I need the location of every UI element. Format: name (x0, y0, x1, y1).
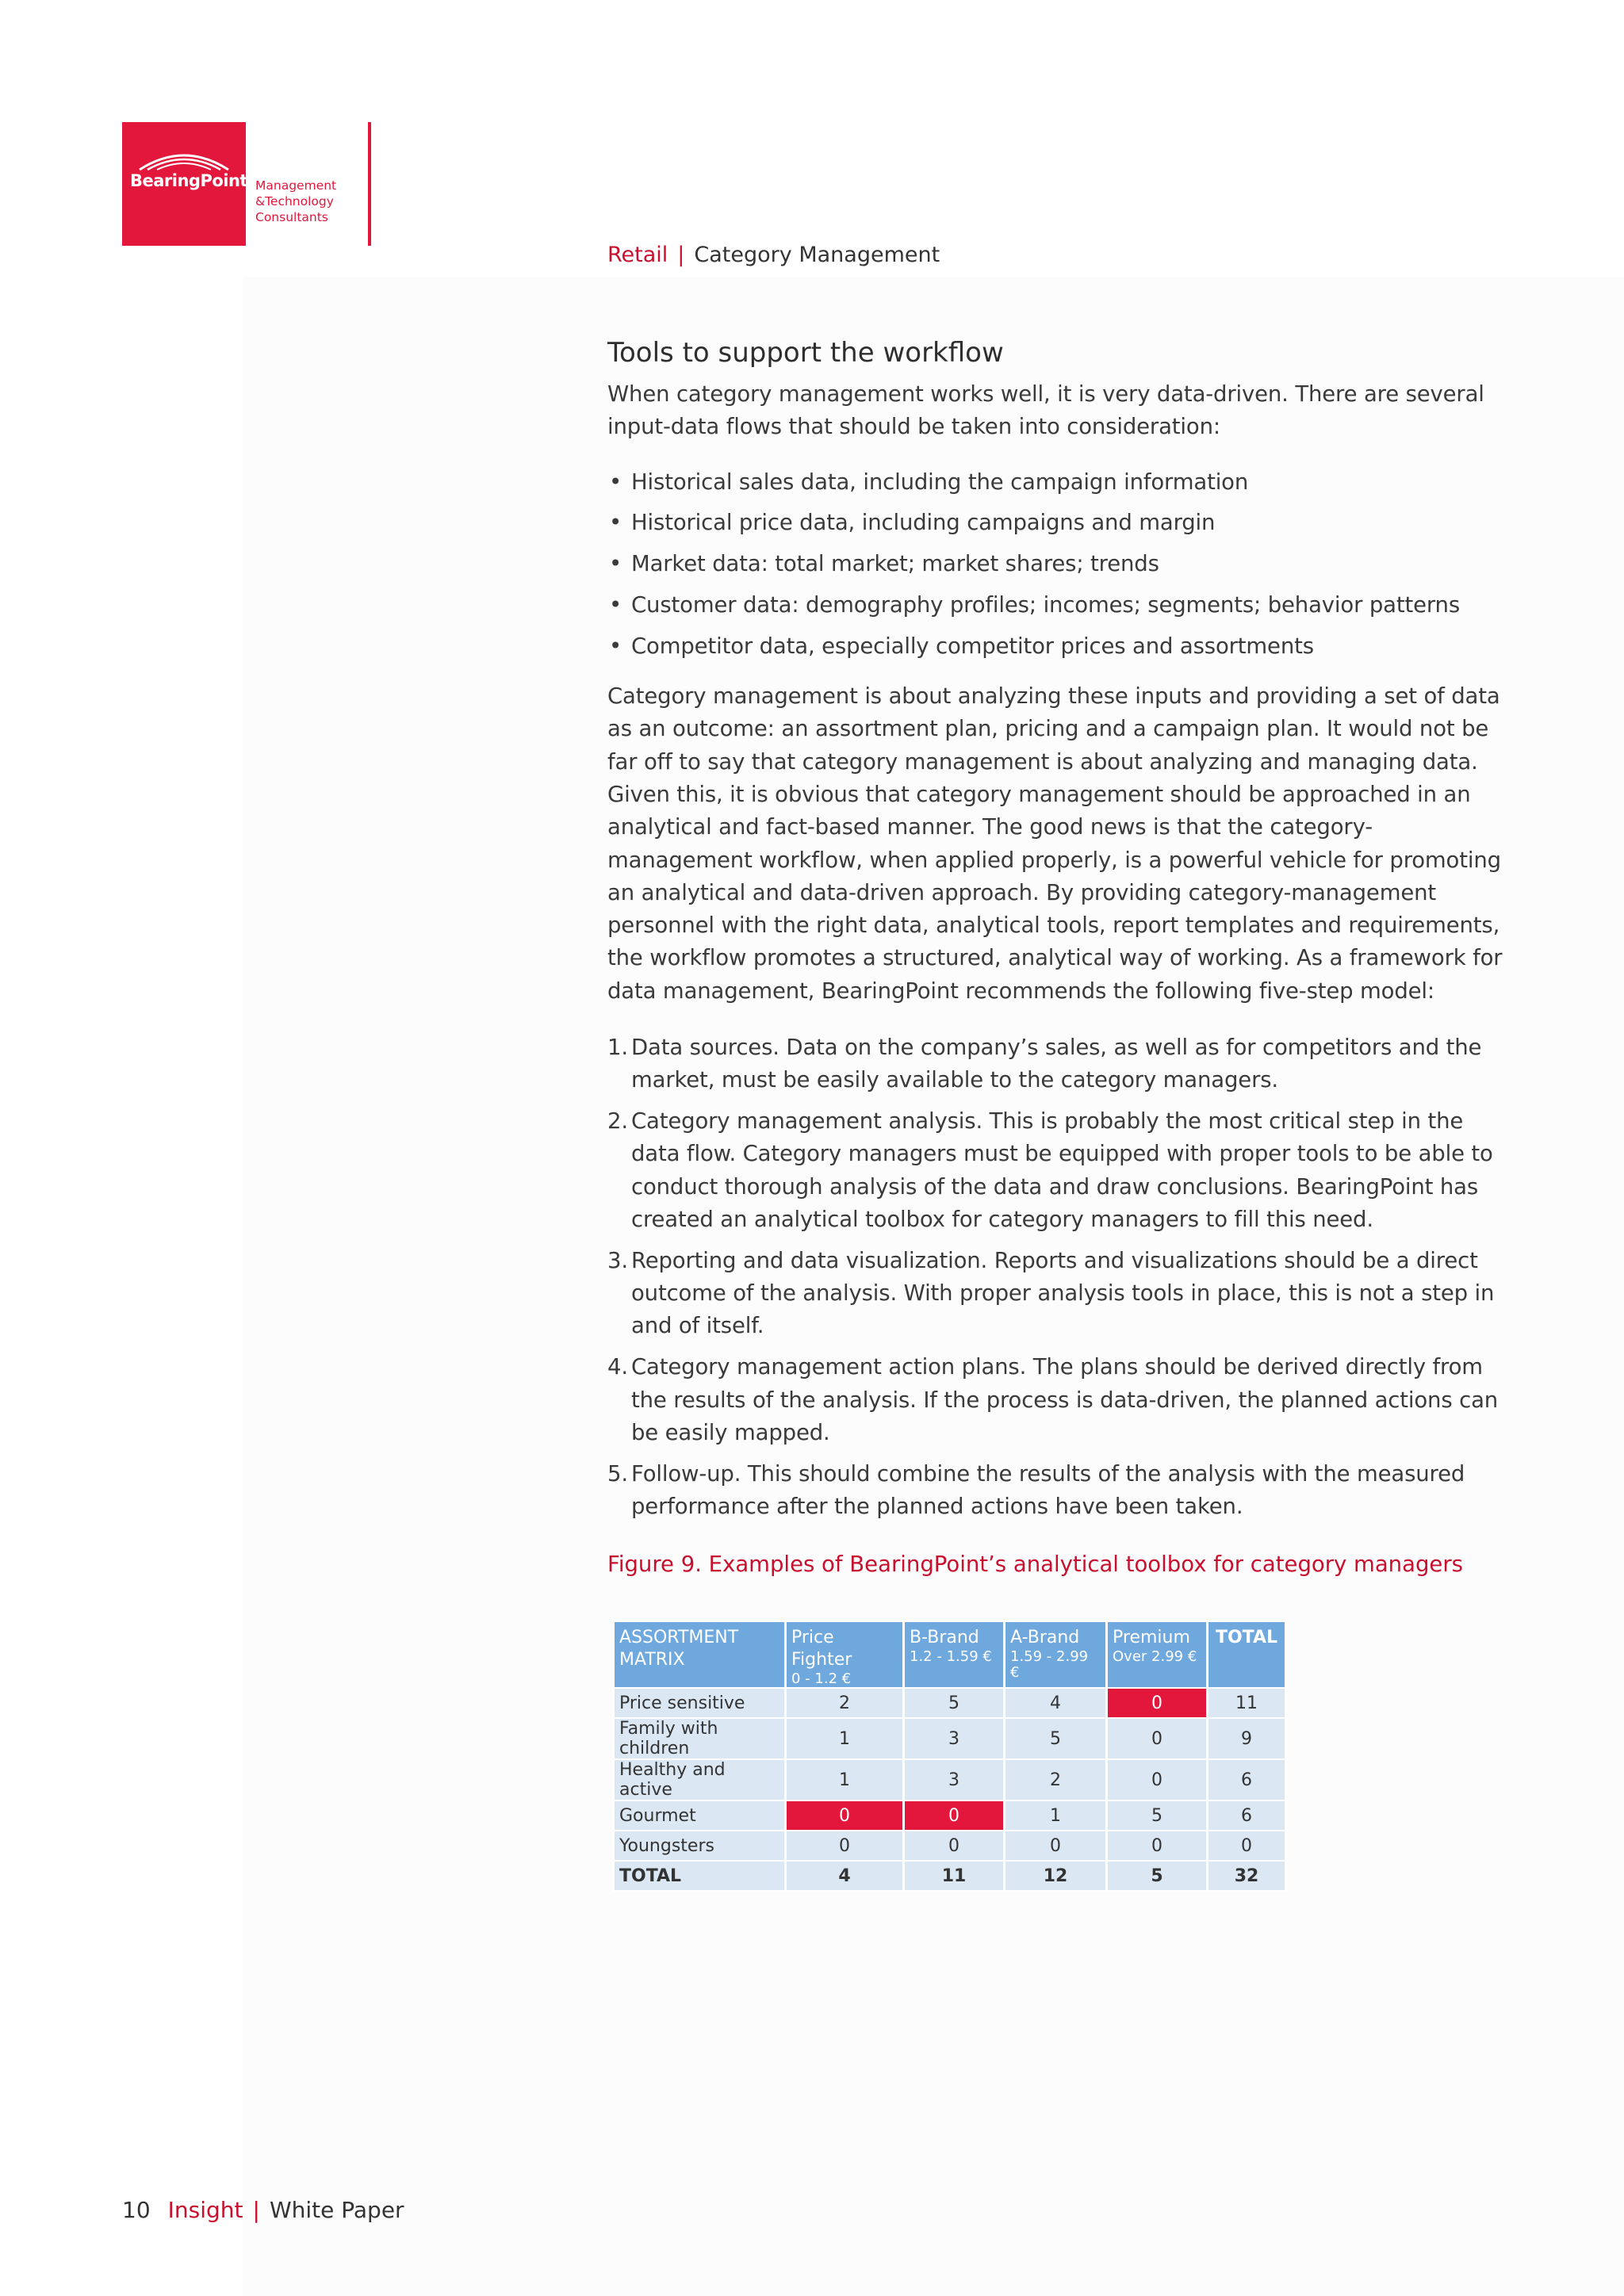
column-range: 0 - 1.2 € (791, 1670, 852, 1687)
table-cell: 5 (1005, 1719, 1105, 1758)
table-cell: 4 (787, 1862, 902, 1890)
row-label: Price sensitive (615, 1689, 784, 1717)
tagline-line: Management (255, 178, 337, 193)
page-number: 10 (122, 2197, 151, 2223)
figure-caption: Figure 9. Examples of BearingPoint’s analytical toolbox for category managers (607, 1552, 1463, 1578)
section-heading: Tools to support the workflow (607, 337, 1004, 369)
body-paragraph: Category management is about analyzing these inputs and providing a set of data as an outcome: an assortment plan, pricing and a campaign plan. It would not be far off to say that category management is about analyzing and managing data. Given this, it is obvious that category management should be approached in an analytical and fact-based manner. The good news is that the category-management workflow, when applied properly, is a powerful vehicle for promoting an analytical and data-driven approach. By providing category-management personnel with the right data, analytical tools, report templates and requirements, the workflow promotes a structured, analytical way of working. As a framework for data management, BearingPoint recommends the following five-step model: (607, 683, 1503, 1004)
highlighted-cell: 0 (787, 1801, 902, 1830)
table-cell: 0 (1005, 1831, 1105, 1860)
table-row (615, 1831, 1285, 1860)
footer-section: Insight (167, 2197, 243, 2223)
list-item: • Competitor data, especially competitor prices and assortments (607, 630, 1503, 663)
table-cell: 0 (905, 1831, 1003, 1860)
column-header (905, 1622, 1003, 1687)
column-range: 1.2 - 1.59 € (910, 1648, 992, 1665)
step-text: Reporting and data visualization. Reports and visualizations should be a direct outcome of the analysis. With proper analysis tools in place, this is not a step in and of itself. (631, 1247, 1495, 1339)
table-cell: 11 (1208, 1689, 1285, 1717)
table-cell: 5 (1108, 1862, 1206, 1890)
five-step-list (607, 1031, 1503, 1523)
column-header (1108, 1622, 1206, 1687)
column-range: 1.59 - 2.99 € (1010, 1648, 1089, 1681)
step-number: 3. (607, 1247, 628, 1273)
table-cell: 1 (787, 1719, 902, 1758)
highlighted-cell: 0 (1108, 1689, 1206, 1717)
column-name: TOTAL (1215, 1628, 1278, 1647)
list-item: • Market data: total market; market shares; trends (607, 548, 1503, 580)
footer-separator: | (252, 2197, 260, 2223)
table-cell: 5 (1108, 1801, 1206, 1830)
column-range: Over 2.99 € (1113, 1648, 1197, 1665)
table-cell: 1 (787, 1760, 902, 1800)
table-cell: 0 (1108, 1719, 1206, 1758)
footer-title: White Paper (269, 2197, 404, 2223)
article-content (607, 337, 1503, 1577)
step-text: Category management action plans. The plans should be derived directly from the results of the analysis. If the process is data-driven, the planned actions can be easily mapped. (631, 1354, 1499, 1445)
table-cell: 0 (1108, 1831, 1206, 1860)
step-item (607, 1105, 1503, 1236)
highlighted-cell: 0 (905, 1801, 1003, 1830)
page-footer (122, 2197, 404, 2223)
table-cell: 9 (1208, 1719, 1285, 1758)
table-cell: 3 (905, 1760, 1003, 1800)
logo-arc-icon (136, 146, 232, 173)
column-header (1208, 1622, 1285, 1687)
tagline-line: Consultants (255, 210, 328, 224)
bearingpoint-logo (122, 122, 254, 246)
table-cell: 32 (1208, 1862, 1285, 1890)
column-name: Premium (1113, 1628, 1190, 1647)
step-item (607, 1245, 1503, 1343)
step-number: 2. (607, 1108, 628, 1135)
table-cell: 2 (1005, 1760, 1105, 1800)
step-number: 5. (607, 1460, 628, 1487)
input-data-list (607, 466, 1503, 663)
table-cell: 0 (1208, 1831, 1285, 1860)
assortment-matrix-table (612, 1621, 1287, 1892)
step-item (607, 1458, 1503, 1524)
step-text: Data sources. Data on the company’s sales, as well as for competitors and the market, must be easily available to the category managers. (631, 1035, 1482, 1093)
table-row (615, 1689, 1285, 1717)
row-label: Youngsters (615, 1831, 784, 1860)
matrix-corner-header: ASSORTMENT MATRIX (615, 1622, 784, 1687)
logo-wordmark: BearingPoint. (130, 171, 254, 190)
row-label: TOTAL (615, 1862, 784, 1890)
header-separator: | (677, 243, 685, 267)
table-cell: 0 (1108, 1760, 1206, 1800)
header-section: Retail (607, 243, 668, 267)
step-text: Follow-up. This should combine the results of the analysis with the measured performance after the planned actions have been taken. (631, 1460, 1465, 1519)
column-name: A-Brand (1010, 1628, 1080, 1647)
row-label: Gourmet (615, 1801, 784, 1830)
table-cell: 6 (1208, 1760, 1285, 1800)
row-label: Family with children (615, 1719, 784, 1758)
table-cell: 1 (1005, 1801, 1105, 1830)
intro-paragraph: When category management works well, it is very data-driven. There are several input-data flows that should be taken into consideration: (607, 381, 1484, 440)
column-name: B-Brand (910, 1628, 979, 1647)
row-label: Healthy and active (615, 1760, 784, 1800)
step-item (607, 1351, 1503, 1449)
table-row (615, 1801, 1285, 1830)
logo-tagline (255, 178, 336, 225)
step-number: 1. (607, 1035, 628, 1061)
step-text: Category management analysis. This is probably the most critical step in the data flow. Category managers must be equipped with proper tools to be able to conduct thorough analysis of the data and draw conclusions. BearingPoint has created an analytical toolbox for category managers to fill this need. (631, 1108, 1493, 1233)
column-header (1005, 1622, 1105, 1687)
column-name: Price Fighter (791, 1628, 852, 1670)
step-item (607, 1031, 1503, 1097)
table-cell: 11 (905, 1862, 1003, 1890)
logo-divider (368, 122, 371, 246)
table-header-row (615, 1622, 1285, 1687)
table-cell: 6 (1208, 1801, 1285, 1830)
table-cell: 3 (905, 1719, 1003, 1758)
table-cell: 12 (1005, 1862, 1105, 1890)
column-header (787, 1622, 902, 1687)
header-title: Category Management (694, 243, 940, 267)
tagline-line: &Technology (255, 194, 334, 209)
table-row (615, 1719, 1285, 1758)
table-cell: 4 (1005, 1689, 1105, 1717)
list-item: • Historical price data, including campaigns and margin (607, 507, 1503, 539)
table-total-row (615, 1862, 1285, 1890)
table-cell: 5 (905, 1689, 1003, 1717)
table-row (615, 1760, 1285, 1800)
table-cell: 0 (787, 1831, 902, 1860)
list-item: • Customer data: demography profiles; incomes; segments; behavior patterns (607, 589, 1503, 622)
step-number: 4. (607, 1354, 628, 1380)
table-cell: 2 (787, 1689, 902, 1717)
list-item: • Historical sales data, including the campaign information (607, 466, 1503, 499)
page-header (607, 243, 940, 267)
